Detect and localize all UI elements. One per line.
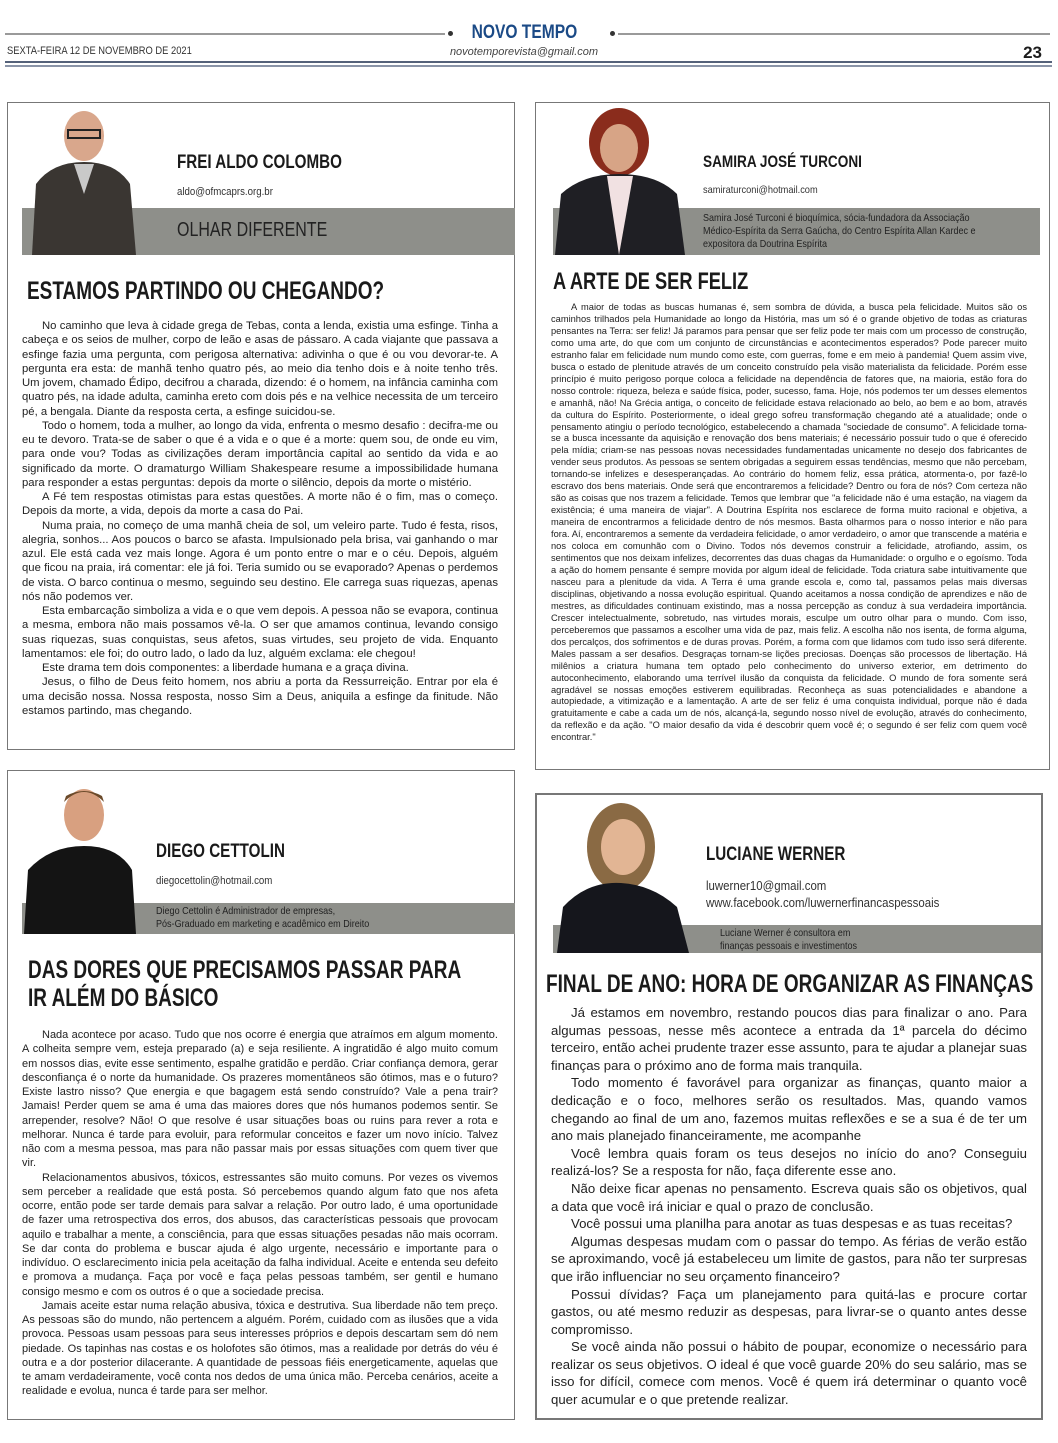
author-email[interactable]: diegocettolin@hotmail.com — [156, 875, 273, 887]
author-name: SAMIRA JOSÉ TURCONI — [703, 152, 862, 171]
author-facebook-link[interactable]: www.facebook.com/luwernerfinancaspessoais — [706, 895, 940, 910]
bio-line: Diego Cettolin é Administrador de empresas, — [156, 905, 336, 917]
article-body — [22, 1028, 498, 1399]
paragraph: Todo momento é favorável para organizar as finanças, quanto maior a dedicação e o foco, melhores serão os resultados. Mas, quando vamos chegando ao final de um ano, fazemos muitas reflexões e se a sua é de ter um ano mais planejado financeiramente, me acompanhe — [551, 1075, 1027, 1144]
paragraph: Você lembra quais foram os teus desejos no início do ano? Conseguiu realizá-los? Se a resposta for não, faça diferente esse ano. — [551, 1145, 1027, 1179]
paragraph: Jesus, o filho de Deus feito homem, nos abriu a porta da Ressurreição. Entrar por ela é uma decisão nossa. Nossa resposta, nosso Sim a Deus, aniquila a esfinge da finitude. Não estamos partindo, mas chegando. — [22, 676, 498, 717]
author-photo — [22, 104, 142, 255]
masthead-double-rule — [5, 61, 1052, 67]
paragraph: Numa praia, no começo de uma manhã cheia de sol, um veleiro parte. Tudo é festa, risos, alegria, sonhos... Aos poucos o barco se afasta. Impulsionado pela brisa, vai ganhando o mar azul. Ele está cada vez mais longe. Agora é um ponto entre o mar e o céu. Depois, alguém que ficou na praia, irá comentar: ele já foi. Teria sumido ou se evaporado? Apenas o perdemos de vista. O barco continua o mesmo, seguindo seu destino. Ele carrega suas riquezas, apenas nós não podemos ver. — [22, 519, 498, 603]
paragraph: Jamais aceite estar numa relação abusiva, tóxica e destrutiva. Sua liberdade não tem preço. As pessoas são do mundo, não pertencem a alguém. Porém, cuidado com as ilusões que a vida provoca. Pessoas usam pessoas para seus interesses próprios e depois descartam sem dó nem piedade. Os tapinhas nas costas e os holofotes são ótimos, mas a realidade por detrás do véu é outra e a dor posterior dilacerante. A quantidade de pessoas fiéis energeticamente, aquelas que te amam verdadeiramente, você conta nos dedos de uma única mão. Perceba cenários, aceite a realidade e evolua, nunca é tarde para ser melhor. — [22, 1299, 498, 1398]
author-photo — [22, 780, 137, 934]
article-body — [551, 302, 1027, 744]
paragraph: Possui dívidas? Faça um planejamento para quitá-las e procure cortar gastos, ou até mesmo reduzir as despesas, para livrar-se o quanto antes desse compromisso. — [551, 1286, 1027, 1337]
paragraph: A Fé tem respostas otimistas para estas questões. A morte não é o fim, mas o começo. Depois da morte, a vida, depois da morte a casa do Pai. — [22, 491, 498, 518]
paragraph: Este drama tem dois componentes: a liberdade humana e a graça divina. — [42, 662, 409, 674]
author-name: LUCIANE WERNER — [706, 844, 846, 865]
author-photo — [553, 104, 700, 255]
paragraph: Já estamos em novembro, restando poucos dias para finalizar o ano. Para algumas pessoas, nesse mês acontece a entrada da 1ª parcela do décimo terceiro, então achei prudente trazer esse assunto, para te ajudar a planejar suas finanças para o próximo ano de forma mais tranquila. — [551, 1005, 1027, 1073]
author-bio — [703, 212, 976, 251]
paragraph: Se você ainda não possui o hábito de poupar, economize o necessário para realizar os seus objetivos. O ideal é que você guarde 20% do seu salário, mas se isso for difícil, comece com menos. Você é quem irá determinar o quanto você quer acumular e o que pretende realizar. — [551, 1339, 1027, 1408]
title-line: DAS DORES QUE PRECISAMOS PASSAR PARA — [28, 956, 462, 984]
article-body — [22, 319, 498, 718]
article-title — [28, 956, 461, 1012]
paragraph: Esta embarcação simboliza a vida e o que vem depois. A pessoa não se evapora, continua a mesma, embora não mais possamos vê-la. O ser que amamos continua, levando consigo suas riquezas, suas conquistas, seus afetos, suas virtudes, seu projeto de vida. Enquanto lamentamos: ele foi; do outro lado, o lado da luz, alguém exclama: ele chegou! — [22, 605, 498, 660]
page-number: 23 — [1023, 43, 1042, 62]
bio-line: Luciane Werner é consultora em — [720, 927, 851, 939]
bio-line: Pós-Graduado em marketing e acadêmico em Direito — [156, 918, 370, 930]
article-title: A ARTE DE SER FELIZ — [553, 268, 749, 295]
bio-line: expositora da Doutrina Espírita — [703, 238, 827, 250]
bio-line: Médico-Espírita da Serra Gaúcha, do Centro Espírita Allan Kardec e — [703, 225, 976, 237]
bio-line: Samira José Turconi é bioquímica, sócia-fundadora da Associação — [703, 212, 970, 224]
paragraph: A maior de todas as buscas humanas é, sem sombra de dúvida, a busca pela felicidade. Muitos são os caminhos trilhados pela Humanidade ao longo da História, mas um só é o grande objetivo de todas as criaturas pensantes na Terra: ser feliz! Já paramos para pensar que ser feliz pode ter mais com um processo de construção, como uma arte, do que com um conjunto de circunstâncias e acontecimentos esperados? Pode parecer muito estranho falar em felicidade num mundo como este, com guerras, fome e em meio à pandemia! Quem assim vive, busca o estado de plenitude através de um conceito construído pela visão materialista da felicidade. Porém esse princípio é muito perigoso porque coloca a felicidade na dependência de fatores que, na maioria, estão fora do nosso controle: riqueza, beleza e saúde física, poder, sucesso, fama. Hoje, nós podemos ter um desses elementos e amanhã, não! Na Grécia antiga, o conceito de felicidade estava relacionado ao belo, ao bem e ao bom, através da cultura do Espírito. Posteriormente, o ideal grego sofreu transformação chegando até a atualidade; onde o pensamento atingiu o período tecnológico, estabelecendo a chamada "sociedade de consumo". A felicidade torna-se a busca incessante da aquisição e renovação dos bens materiais; é necessário possuir tudo o que é oferecido pela mídia; criam-se nas pessoas novas necessidades fundamentadas unicamente no desejo dos fabricantes de vender seus produtos. As pessoas se sentem obrigadas a seguirem essas tendências, mesmo que não percebam, tornando-se infelizes e desesperançadas. Ao contrário do homem feliz, essa prática, atormenta-o, por fazê-lo escravo dos bens materiais. Onde será que encontraremos a felicidade? Dentro ou fora de nós? Com certeza não são as coisas que nos trazem a felicidade. Temos que lembrar que "a felicidade não é uma estação, na viagem da existência; é uma maneira de viajar". A Doutrina Espírita nos esclarece de forma muito racional e objetiva, a maneira de encontrarmos a felicidade dentro de nós mesmos. Basta olharmos para o nosso interior e não para fora. Aí, encontraremos a semente da verdadeira felicidade, o amor verdadeiro, o amor que transcende a matéria e nos coloca em comunhão com o Divino. Todos nós devemos construir a felicidade, atrofiando, assim, os sentimentos que nos deixam infelizes, decorrentes das duas chagas da Humanidade: o orgulho e o egoísmo. Toda a ação do homem pensante é sempre movida por algum ideal de felicidade. Toda criatura sabe intuitivamente que nasceu para a plenitude da vida. A Terra é uma grande escola e, como tal, passamos pelas mais diversas disciplinas, objetivando a nossa evolução espiritual. Quando aceitamos a nossa condição de aprendizes e não de mestres, as dificuldades continuam existindo, mas a nossa percepção as conduz à sua verdadeira importância. Crescer intelectualmente, sobretudo, nas virtudes morais, esculpe um outro olhar para o mundo. Com isso, perceberemos que passamos a escolher uma vida de paz, mais feliz. A escolha não nos isenta, de forma alguma, dos percalços, dos sofrimentos e de duras provas. Porém, a forma com que lidamos com tudo isso será diferente. Males passam a ser desafios. Desgraças tornam-se lições preciosas. Doenças são processos de libertação. Há milênios a criatura humana tem optado pelo conhecimento do universo exterior, em detrimento do autoconhecimento, elaborando uma terrível ilusão da conquista da felicidade. O mundo de fora somente será agradável se nossas emoções estiverem equilibradas. Reconheça as suas potencialidades e abandone a autopiedade, a vitimização e a lamentação. A arte de ser feliz é uma conquista individual, porque não é dada gratuitamente e cabe a cada um de nós, alcançá-la, segundo nosso nível de evolução, através do conhecimento, da reflexão e da ação. "O maior desafio da vida é descobrir quem você é; o segundo é ser feliz com quem você encontrar." — [551, 302, 1027, 743]
author-bio — [156, 905, 369, 931]
author-photo — [553, 797, 693, 953]
author-bio — [720, 927, 857, 952]
title-line: IR ALÉM DO BÁSICO — [28, 984, 219, 1012]
author-name: DIEGO CETTOLIN — [156, 841, 285, 862]
paragraph: Relacionamentos abusivos, tóxicos, estressantes são muito comuns. Por vezes os vivemos sem perceber a realidade que está posta. Só percebemos quando algum fato que nos afeta ocorre, então pode ser tarde demais para salvar a relação. Por outro lado, é uma oportunidade de fazer uma retrospectiva dos erros, dos abusos, das características pessoais que provocam aquilo e trabalhar a mente, a consciência, para que essas situações pesadas não mais ocorram. Se dar conta do problema e buscar ajuda é algo urgente, necessário e importante para o indivíduo. O esclarecimento inicia pela aceitação da falha individual. Aceite e entenda seu defeito e promova a mudança. Faça por você e faça pelas pessoas também, ser gentil e humano consigo mesmo e com os outros é o que a sociedade precisa. — [22, 1171, 498, 1298]
issue-date: SEXTA-FEIRA 12 DE NOVEMBRO DE 2021 — [7, 45, 192, 57]
paragraph: No caminho que leva à cidade grega de Tebas, conta a lenda, existia uma esfinge. Tinha a cabeça e os seios de mulher, corpo de leão e asas de pássaro. A cada viajante que passava a esfinge fazia uma pergunta, com perigosa alternativa: adivinha o que é ou vou devorar-te. A pergunta era esta: de manhã tenho quatro pés, ao meio dia tenho dois e à noite tenho três. Um jovem, chamado Édipo, decifrou a charada, dizendo: é o homem, na infância caminha com quatro pés, na idade adulta, caminha ereto com dois pés e na velhice necessita de um terceiro pé, a bengala. Diante da resposta certa, a esfinge suicidou-se. — [22, 320, 498, 418]
author-email[interactable]: samiraturconi@hotmail.com — [703, 184, 818, 196]
paragraph: Você possui uma planilha para anotar as tuas despesas e as tuas receitas? — [571, 1216, 1013, 1232]
author-email[interactable]: aldo@ofmcaprs.org.br — [177, 186, 273, 198]
article-body — [551, 1004, 1027, 1409]
newspaper-title: NOVO TEMPO — [471, 22, 577, 43]
column-name: OLHAR DIFERENTE — [177, 219, 328, 241]
newspaper-email: novotemporevista@gmail.com — [449, 46, 599, 58]
paragraph: Não deixe ficar apenas no pensamento. Escreva quais são os objetivos, qual a data que você irá iniciar e qual o prazo de conclusão. — [551, 1180, 1027, 1214]
author-email[interactable]: luwerner10@gmail.com — [706, 878, 827, 893]
paragraph: Algumas despesas mudam com o passar do tempo. As férias de verão estão se aproximando, você já estabeleceu um limite de gastos, para não ter surpresas que irão influenciar no seu orçamento financeiro? — [551, 1233, 1027, 1284]
article-title: ESTAMOS PARTINDO OU CHEGANDO? — [27, 277, 385, 305]
bio-line: finanças pessoais e investimentos — [720, 939, 858, 952]
author-name: FREI ALDO COLOMBO — [177, 152, 342, 173]
paragraph: Nada acontece por acaso. Tudo que nos ocorre é energia que atraímos em algum momento. A colheita sempre vem, esteja preparado (a) e seja resiliente. A ingratidão é algo muito comum em nossos dias, evite esse sentimento, espalhe gratidão e perdão. Criar confiança demora, gerar desconfiança é o norte da humanidade. Os prazeres momentâneos são ótimos, mas e o futuro? Existe lastro nisso? Que energia e que bagagem está sendo construído? Vale a pena trair? Jamais! Perder quem se ama é uma das maiores dores que nós humanos podemos sentir. Se arrepender, resolve? Não! O que resolve é usar situações boas ou ruins para rever a rota e melhorar. Nunca é tarde para evoluir, para reformular conceitos e fazer um novo início. Talvez não com a mesma pessoa, mas para não passar mais por essas situações com quem tiver que vir. — [22, 1029, 498, 1170]
article-title: FINAL DE ANO: HORA DE ORGANIZAR AS FINANÇAS — [546, 970, 1034, 998]
paragraph: Todo o homem, toda a mulher, ao longo da vida, enfrenta o mesmo desafio : decifra-me ou eu te devoro. Trata-se de saber o que é a vida e o que é a morte: quem sou, de onde eu vim, para onde vou? Todas as civilizações deram importância capital ao sentido da vida e ao significado da morte. O dramaturgo William Shakespeare resume a impossibilidade humana para responder a estas perguntas: depois da morte o silêncio, depois da morte o mistério. — [22, 419, 498, 489]
